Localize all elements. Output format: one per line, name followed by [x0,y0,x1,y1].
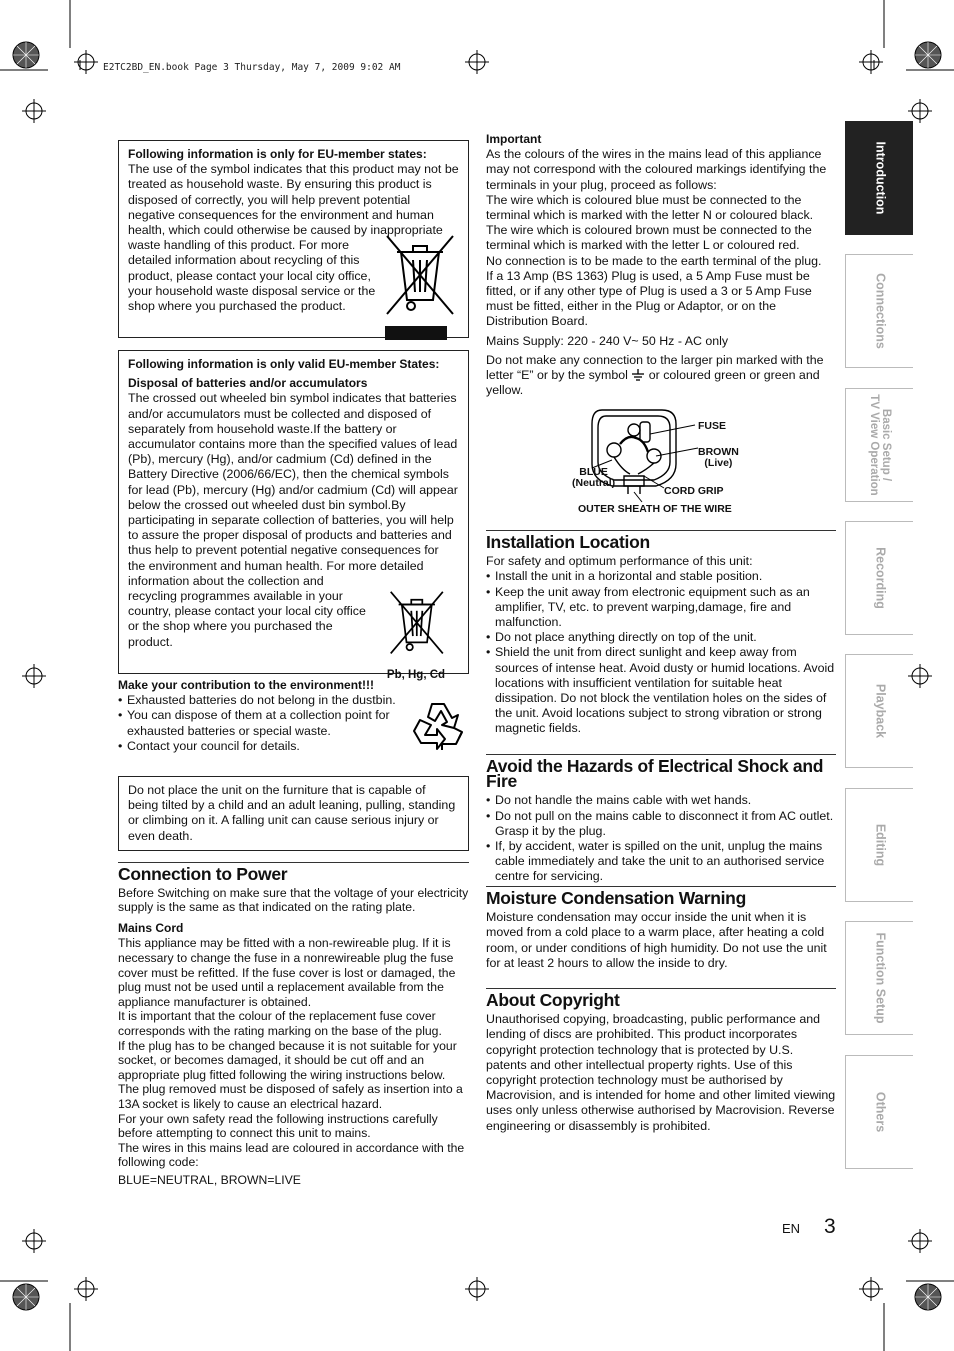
file-header: E2TC2BD_EN.book Page 3 Thursday, May 7, 2009 9:02 AM [103,62,401,73]
mains-cord-text: This appliance may be fitted with a non-rewireable plug. If it is necessary to change the fuse in a nonrewireable plug the fuse cover must be refitted. If the fuse cover is lost or damaged, the plug must not be used until a replacement available from the appliance manufacturer is obtained. [118,936,456,1009]
connection-intro: Before Switching on make sure that the voltage of your electricity supply is the same as that indicated on the rating plate. [118,885,469,915]
important-heading: Important [486,132,542,146]
plug-diagram [572,404,752,520]
wire-code-text: BLUE=NEUTRAL, BROWN=LIVE [118,1172,301,1187]
installation-title: Installation Location [486,532,650,552]
connection-section [118,862,469,1187]
tab-label [868,394,892,495]
blue-label: BLUE [579,466,608,478]
tilt-warning-text: Do not place the unit on the furniture that is capable of being tilted by a child and an adult leaning, pulling, standing or climbing on it. A falling unit can cause serious injury or even death. [128,783,456,843]
hazards-item: • Do not handle the mains cable with wet hands. [486,793,836,808]
battery-heading: Following information is only valid EU-member States: [128,357,440,371]
hazards-title: Avoid the Hazards of Electrical Shock and Fire [486,756,824,792]
tab-introduction[interactable] [845,121,913,235]
copyright-text: Unauthorised copying, broadcasting, public performance and lending of discs are prohibited. This product incorporates copyright protection technology that is protected by U.S. patents and other intellectual property rights. Use of this copyright protection technology must be authorised by Macrovision, and is intended for home and other limited viewing uses only unless otherwise authorised by Macrovision. Reverse engineering or disassembly is prohibited. [486,1012,836,1133]
tab-basic-setup[interactable] [845,388,913,502]
page-number: 3 [824,1215,836,1238]
installation-intro: For safety and optimum performance of this unit: [486,554,753,569]
tilt-warning-box [118,776,469,851]
installation-section [486,530,836,737]
crossed-bin-icon [381,230,457,342]
tab-label: Function Setup [873,932,887,1024]
brown-label: BROWN [698,446,739,458]
copyright-section [486,988,836,1134]
brown-live-label [698,447,739,469]
contribution-item: • Contact your council for details. [118,739,403,754]
cord-grip-label: CORD GRIP [664,485,724,497]
tab-label-line2: TV View Operation [867,394,880,496]
installation-item: • Do not place anything directly on top of the unit. [486,630,836,645]
battery-text: The crossed out wheeled bin symbol indicates that batteries and/or accumulators must be collected and disposed of separately from household waste.If the battery or accumulator contains more than the specified values of lead (Pb), mercury (Hg), and/or cadmium (Cd) defined in the Battery Directive (2006/66/EC), then the chemical symbols for lead (Pb), mercury (Hg) and/or cadmium (Cd) will appear below the crossed out wheeled dust bin symbol.By participating in separate collection of batteries, you will help to assure the proper disposal of products and batteries and thus help to prevent potential negative consequences for the environment and human health. For more detailed information about the collection and recycling programmes available in your country, please contact your local city office or the shop where you purchased the product. [128,391,458,649]
hazards-item: • Do not pull on the mains cable to disconnect it from AC outlet. Grasp it by the plug. [486,809,836,839]
important-p2: The wire which is coloured blue must be connected to the terminal which is marked with the letter N or coloured black. [486,192,814,223]
moisture-title: Moisture Condensation Warning [486,888,746,908]
outer-sheath-label: OUTER SHEATH OF THE WIRE [578,503,732,515]
tab-label: Recording [873,547,887,609]
tab-others[interactable] [845,1055,913,1169]
mains-cord-heading: Mains Cord [118,920,184,935]
contribution-heading: Make your contribution to the environment!!! [118,678,375,692]
moisture-section [486,886,836,971]
wire-colour-text: The wires in this mains lead are coloured in accordance with the following code: [118,1140,465,1170]
installation-item: • Install the unit in a horizontal and stable position. [486,569,836,584]
plug-change-text: If the plug has to be changed because it is not suitable for your socket, or becomes damaged, it should be cut off and an appropriate plug fitted following the wiring instructions below. The plug removed must be disposed of safely as insertion into a 13A socket is likely to cause an electrical hazard. [118,1038,463,1111]
important-p4: No connection is to be made to the earth terminal of the plug. [486,253,822,268]
important-p1: As the colours of the wires in the mains lead of this appliance may not correspond with the coloured markings identifying the terminals in your plug, proceed as follows: [486,147,827,192]
tab-connections[interactable] [845,254,913,368]
hazards-item: • If, by accident, water is spilled on the unit, unplug the mains cable immediately and take the unit to an authorised service centre for servicing. [486,839,836,885]
contribution-section [118,678,469,754]
tab-label: Editing [873,823,887,867]
battery-subheading: Disposal of batteries and/or accumulators [128,376,368,391]
important-p5: If a 13 Amp (BS 1363) Plug is used, a 5 Amp Fuse must be fitted, or if any other type of Plug is used a 3 or 5 Amp Fuse must be fitted, either in the Plug or Adaptor, or on the Distribution Board. [486,268,812,329]
blue-neutral-label [572,467,615,489]
important-section [486,132,836,398]
eu-waste-box [118,140,469,338]
neutral-label: (Neutral) [572,477,616,489]
tab-label: Introduction [873,141,887,215]
earth-text-a: Do not make any connection to the larger pin marked with the letter “E” or by the symbol [486,352,824,383]
tab-playback[interactable] [845,654,913,768]
tab-label-line1: Basic Setup / [879,408,892,482]
eu-waste-text: The use of the symbol indicates that this product may not be treated as household waste. By ensuring this product is disposed of correctly, you will help prevent potential negative consequences for the environment and human health, which could otherwise be caused by inappropriate waste handling of this product. For more detailed information about recycling of this product, please contact your local city office, your household waste disposal service or the shop where you purchased the product. [128,162,459,314]
important-p3: The wire which is coloured brown must be connected to the terminal which is marked with the letter L or coloured red. [486,223,812,253]
hazards-section [486,754,836,885]
installation-item: • Shield the unit from direct sunlight and keep away from sources of intense heat. Avoid dusty or humid locations. Avoid locations with insufficient ventilation for suitable heat dissipation. Do not block the ventilation holes on the sides of the unit. Avoid locations subject to strong vibration or strong magnetic fields. [486,645,836,736]
live-label: (Live) [704,457,733,469]
contribution-item: • You can dispose of them at a collection point for exhausted batteries or special waste. [118,708,403,738]
fuse-label: FUSE [698,420,727,432]
earth-icon [631,369,645,381]
eu-waste-heading: Following information is only for EU-member states: [128,147,427,161]
tab-label: Others [873,1091,887,1133]
fuse-cover-text: It is important that the colour of the replacement fuse cover corresponds with the rating marking on the base of the plug. [118,1009,442,1038]
language-code: EN [782,1221,801,1236]
moisture-text: Moisture condensation may occur inside the unit when it is moved from a cold place to a warm place, after heating a cold room, or under conditions of high humidity. Do not use the unit for at least 2 hours to allow the inside to dry. [486,910,827,970]
copyright-title: About Copyright [486,990,620,1010]
bin-caption: Pb, Hg, Cd [386,668,446,681]
battery-disposal-box [118,350,469,681]
earth-text-b: or coloured green or green and yellow. [486,368,820,398]
tab-label: Playback [873,683,887,739]
crossed-bin-icon [386,585,446,665]
tab-function-setup[interactable] [845,921,913,1035]
connection-title: Connection to Power [118,864,288,884]
contribution-item: • Exhausted batteries do not belong in the dustbin. [118,693,403,708]
safety-read-text: For your own safety read the following instructions carefully before attempting to connect this unit to mains. [118,1111,438,1141]
tab-editing[interactable] [845,788,913,902]
mains-supply-text: Mains Supply: 220 - 240 V~ 50 Hz - AC only [486,333,729,348]
installation-item: • Keep the unit away from electronic equipment such as an amplifier, TV, etc. to prevent warping,damage, fire and malfunction. [486,585,836,631]
recycle-icon [410,698,466,752]
tab-recording[interactable] [845,521,913,635]
tab-label: Connections [873,273,887,349]
